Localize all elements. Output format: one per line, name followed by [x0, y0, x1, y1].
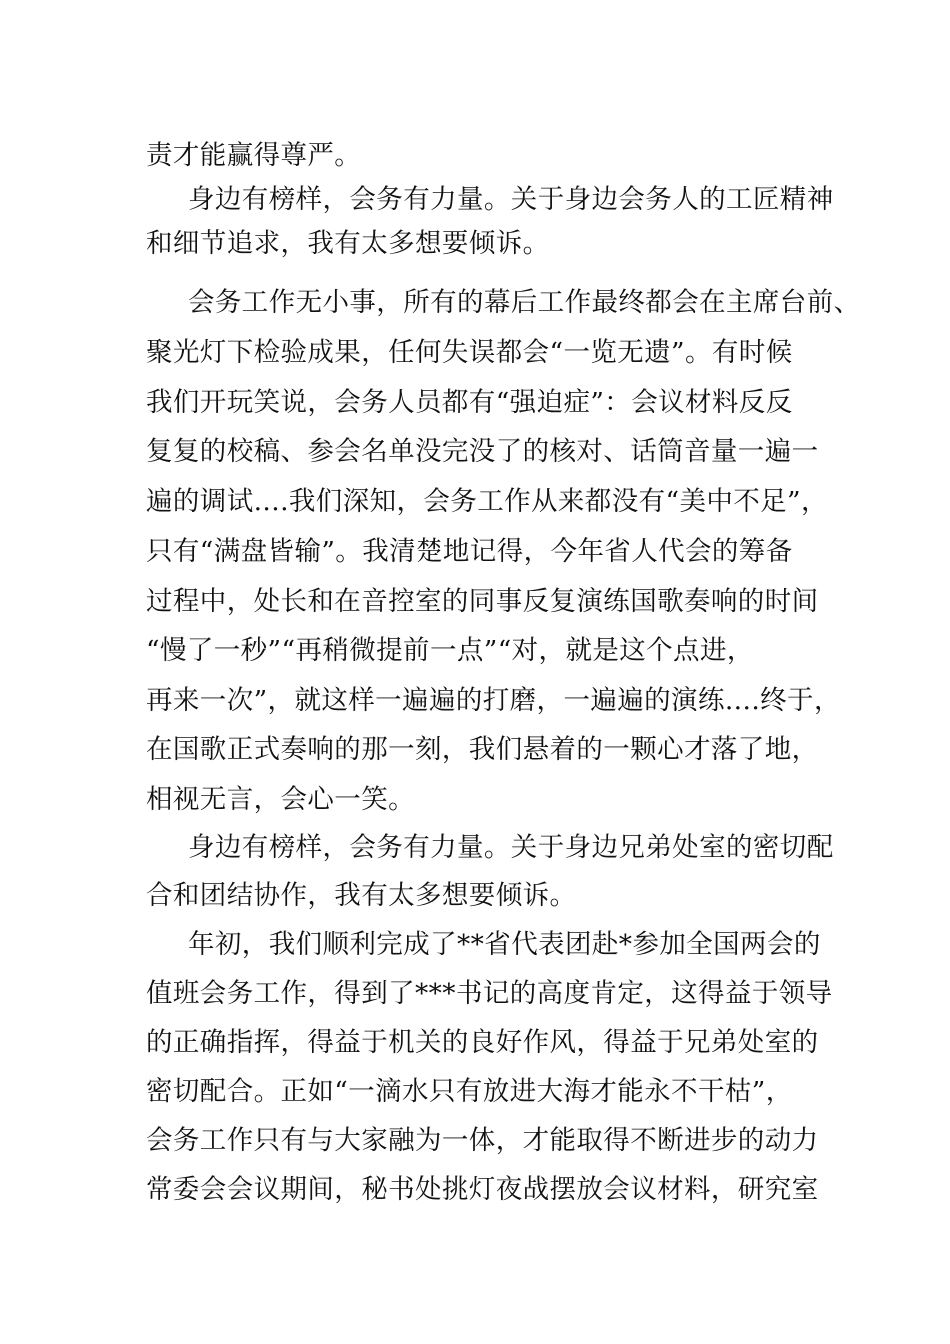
text-line: 过程中，处长和在音控室的同事反复演练国歌奏响的时间 — [146, 586, 819, 617]
paragraph-start-line: 会务工作无小事，所有的幕后工作最终都会在主席台前、 — [188, 287, 861, 318]
text-line: 的正确指挥，得益于机关的良好作风，得益于兄弟处室的 — [146, 1027, 819, 1058]
text-line: 在国歌正式奏响的那一刻，我们悬着的一颗心才落了地， — [146, 734, 819, 765]
text-line: 我们开玩笑说，会务人员都有“强迫症”：会议材料反反 — [146, 387, 793, 418]
text-line: 聚光灯下检验成果，任何失误都会“一览无遗”。有时候 — [146, 337, 793, 368]
text-line: “慢了一秒”“再稍微提前一点”“对，就是这个点进， — [146, 635, 754, 666]
text-line: 和细节追求，我有太多想要倾诉。 — [146, 228, 550, 259]
text-line: 值班会务工作，得到了***书记的高度肯定，这得益于领导 — [146, 978, 833, 1009]
text-line: 再来一次”，就这样一遍遍的打磨，一遍遍的演练....终于， — [146, 685, 841, 716]
paragraph-start-line: 身边有榜样，会务有力量。关于身边兄弟处室的密切配 — [188, 832, 834, 863]
text-line: 遍的调试....我们深知，会务工作从来都没有“美中不足”， — [146, 486, 828, 517]
text-line: 只有“满盘皆输”。我清楚地记得，今年省人代会的筹备 — [146, 536, 793, 567]
text-line: 会务工作只有与大家融为一体，才能取得不断进步的动力 — [146, 1125, 819, 1156]
paragraph-start-line: 年初，我们顺利完成了**省代表团赴*参加全国两会的 — [188, 929, 821, 960]
text-line: 密切配合。正如“一滴水只有放进大海才能永不干枯”， — [146, 1076, 793, 1107]
text-line: 常委会会议期间，秘书处挑灯夜战摆放会议材料，研究室 — [146, 1174, 819, 1205]
text-line: 相视无言，会心一笑。 — [146, 784, 415, 815]
paragraph-start-line: 身边有榜样，会务有力量。关于身边会务人的工匠精神 — [188, 184, 834, 215]
text-line: 复复的校稿、参会名单没完没了的核对、话筒音量一遍一 — [146, 436, 819, 467]
text-line: 合和团结协作，我有太多想要倾诉。 — [146, 880, 577, 911]
text-line: 责才能赢得尊严。 — [146, 140, 362, 171]
